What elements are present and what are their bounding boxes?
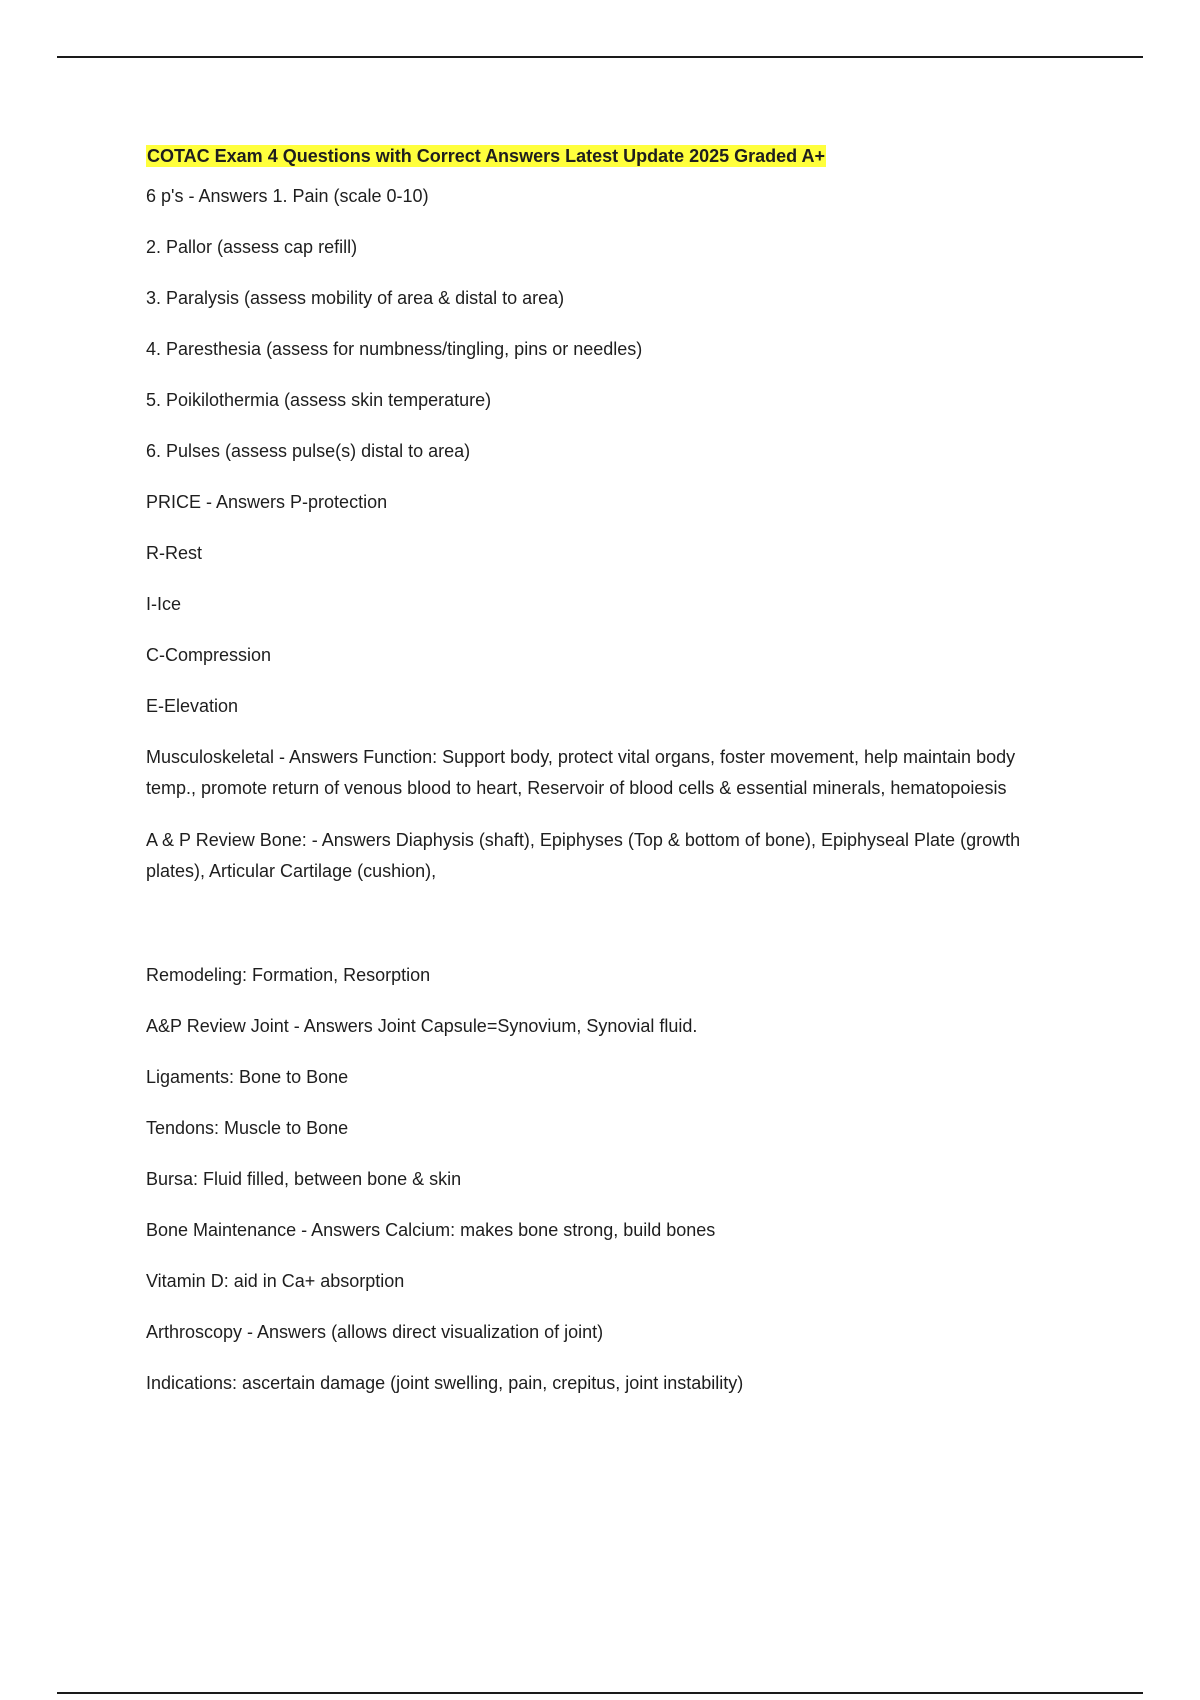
text-line-rest: R-Rest (146, 543, 203, 563)
text-line-bone-maintenance: Bone Maintenance - Answers Calcium: makes bone strong, build bones (146, 1220, 716, 1240)
text-line-ice: I-Ice (146, 594, 182, 614)
text-line-price: PRICE - Answers P-protection (146, 492, 388, 512)
text-line-ap-review-joint: A&P Review Joint - Answers Joint Capsule=Synovium, Synovial fluid. (146, 1016, 698, 1036)
text-line-elevation: E-Elevation (146, 696, 239, 716)
text-line-compression: C-Compression (146, 645, 272, 665)
document-title: COTAC Exam 4 Questions with Correct Answers Latest Update 2025 Graded A+ (147, 146, 826, 166)
text-line-poikilothermia: 5. Poikilothermia (assess skin temperature) (146, 390, 492, 410)
bottom-rule (57, 1692, 1143, 1694)
text-line-pulses: 6. Pulses (assess pulse(s) distal to area) (146, 441, 471, 461)
document-body (146, 145, 1066, 1419)
top-rule (57, 56, 1143, 58)
text-line-arthroscopy: Arthroscopy - Answers (allows direct visualization of joint) (146, 1322, 604, 1342)
text-line-6ps: 6 p's - Answers 1. Pain (scale 0-10) (146, 186, 429, 206)
text-line-pallor: 2. Pallor (assess cap refill) (146, 237, 358, 257)
text-line-ligaments: Ligaments: Bone to Bone (146, 1067, 349, 1087)
text-line-remodeling: Remodeling: Formation, Resorption (146, 965, 431, 985)
text-line-musculoskeletal: Musculoskeletal - Answers Function: Support body, protect vital organs, foster movement, help maintain body temp., promote return of venous blood to heart, Reservoir of blood cells & essential minerals, hematopoiesis (146, 747, 1016, 798)
blank-space (146, 908, 1066, 960)
text-line-bursa: Bursa: Fluid filled, between bone & skin (146, 1169, 462, 1189)
text-line-vitamin-d: Vitamin D: aid in Ca+ absorption (146, 1271, 405, 1291)
text-line-paresthesia: 4. Paresthesia (assess for numbness/tingling, pins or needles) (146, 339, 643, 359)
text-line-ap-review-bone: A & P Review Bone: - Answers Diaphysis (shaft), Epiphyses (Top & bottom of bone), Epiphyseal Plate (growth plates), Articular Cartilage (cushion), (146, 830, 1021, 881)
text-line-indications: Indications: ascertain damage (joint swelling, pain, crepitus, joint instability) (146, 1373, 744, 1393)
text-line-paralysis: 3. Paralysis (assess mobility of area & distal to area) (146, 288, 565, 308)
text-line-tendons: Tendons: Muscle to Bone (146, 1118, 349, 1138)
